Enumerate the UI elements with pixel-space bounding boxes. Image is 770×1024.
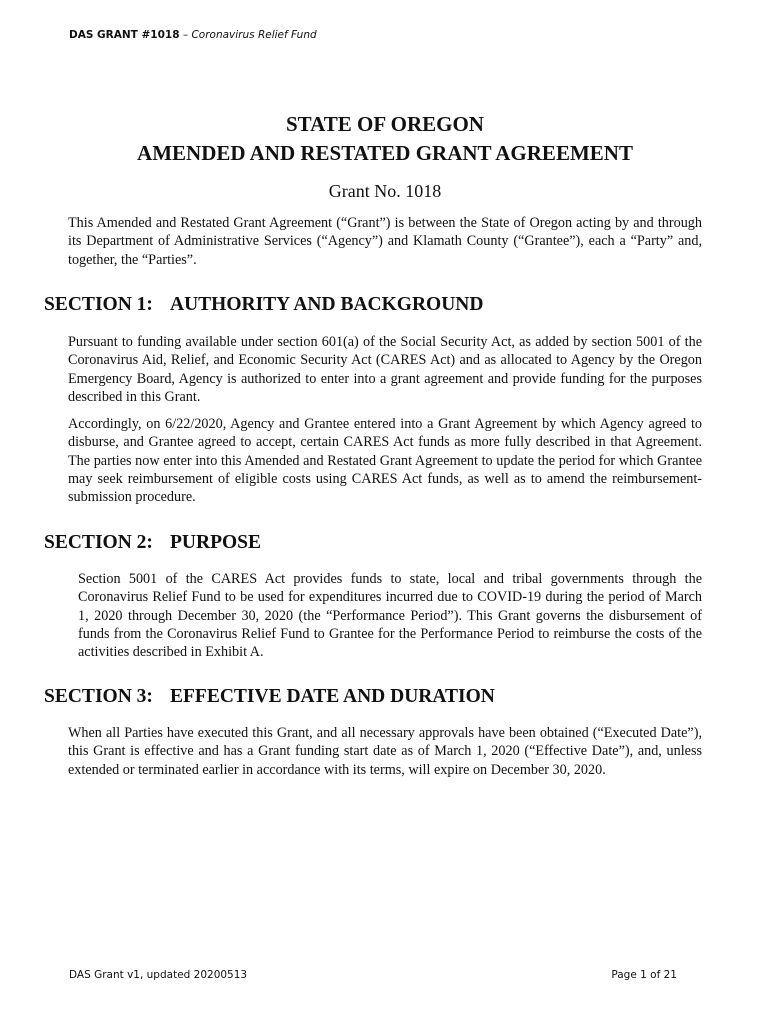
page-number: Page 1 of 21 [611,969,677,981]
footer-version: DAS Grant v1, updated 20200513 [69,969,248,981]
section-1-number: SECTION 1: [44,294,153,315]
section-1-paragraph-2: Accordingly, on 6/22/2020, Agency and Grantee entered into a Grant Agreement by which Agency agreed to disburse, and Grantee agreed to accept, certain CARES Act funds as more fully described in that Agreement. The parties now enter into this Amended and Restated Grant Agreement to update the period for which Grantee may seek reimbursement of eligible costs using CARES Act funds, as well as to amend the reimbursement-submission procedure. [68,416,702,506]
grant-code: DAS GRANT #1018 [69,29,180,41]
section-2-heading [44,530,261,556]
fund-name: Coronavirus Relief Fund [191,29,317,41]
section-2-paragraph-1: Section 5001 of the CARES Act provides funds to state, local and tribal governments through the Coronavirus Relief Fund to be used for expenditures incurred due to COVID-19 during the period of March 1, 2020 through December 30, 2020 (the “Performance Period”). This Grant governs the disbursement of funds from the Coronavirus Relief Fund to Grantee for the Performance Period to reimburse the costs of the activities described in Exhibit A. [78,571,702,661]
section-1-title: AUTHORITY AND BACKGROUND [170,294,484,315]
document-title-agreement: AMENDED AND RESTATED GRANT AGREEMENT [137,141,633,165]
section-3-heading [44,684,495,710]
section-1-heading [44,292,483,318]
section-2-title: PURPOSE [170,532,262,553]
grant-number: Grant No. 1018 [328,181,442,201]
section-3-paragraph-1: When all Parties have executed this Grant, and all necessary approvals have been obtained (“Executed Date”), this Grant is effective and has a Grant funding start date as of March 1, 2020 (“Effective Date”), and, unless extended or terminated earlier in accordance with its terms, will expire on December 30, 2020. [68,725,702,778]
section-3-title: EFFECTIVE DATE AND DURATION [170,686,495,707]
header-separator: – [179,29,192,41]
section-1-paragraph-1: Pursuant to funding available under section 601(a) of the Social Security Act, as added by section 5001 of the Coronavirus Aid, Relief, and Economic Security Act (CARES Act) and as allocated to Agency by the Oregon Emergency Board, Agency is authorized to enter into a grant agreement and provide funding for the purposes described in this Grant. [68,334,702,405]
document-title-state: STATE OF OREGON [286,112,484,136]
intro-paragraph: This Amended and Restated Grant Agreement (“Grant”) is between the State of Oregon acting by and through its Department of Administrative Services (“Agency”) and Klamath County (“Grantee”), each a “Party” and, together, the “Parties”. [68,215,702,268]
section-2-number: SECTION 2: [44,532,153,553]
page-header [69,29,317,41]
section-3-number: SECTION 3: [44,686,153,707]
